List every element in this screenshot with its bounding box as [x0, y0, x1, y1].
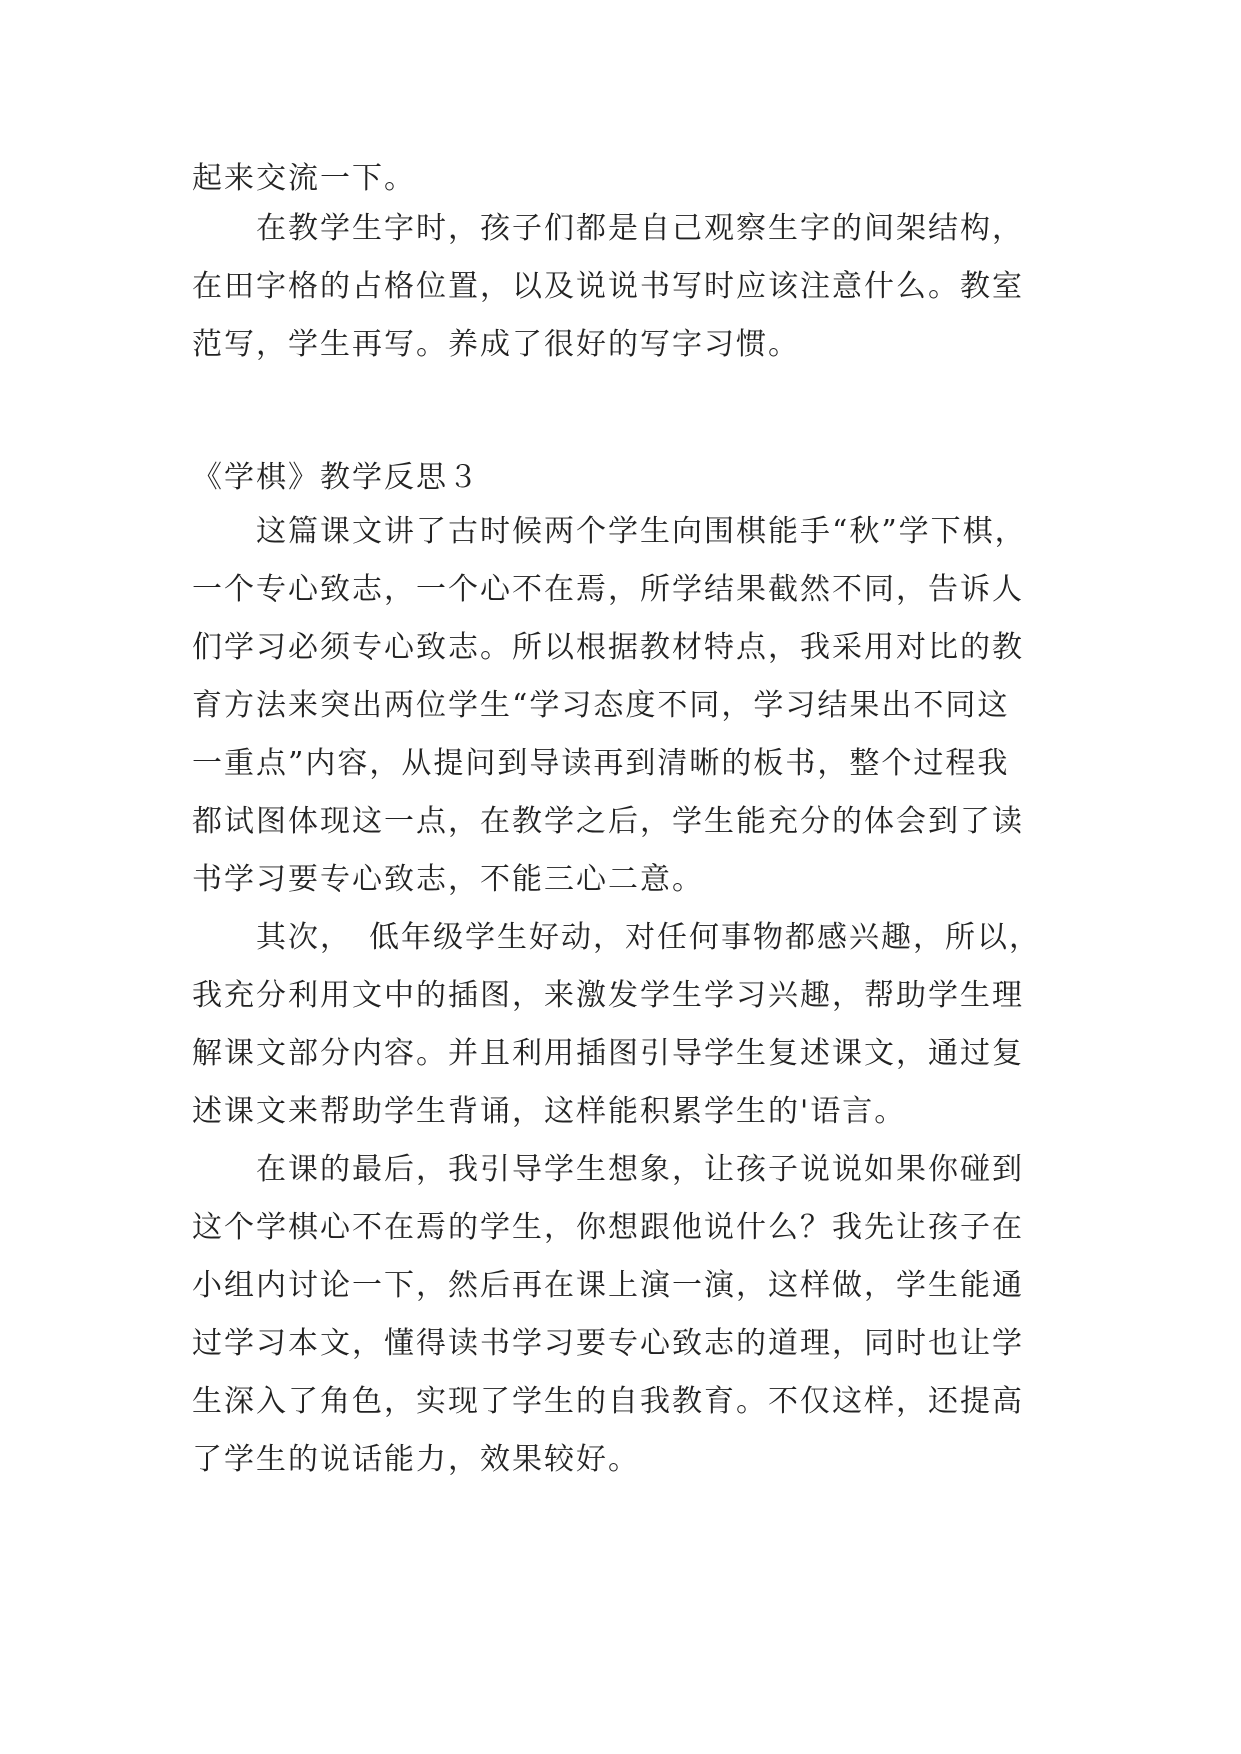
text-line: 我充分利用文中的插图，来激发学生学习兴趣，帮助学生理: [192, 978, 1024, 1013]
text-line: 其次， 低年级学生好动，对任何事物都感兴趣，所以，: [256, 920, 1041, 955]
text-line: 在课的最后，我引导学生想象，让孩子说说如果你碰到: [256, 1152, 1024, 1187]
text-line: 范写，学生再写。养成了很好的写字习惯。: [192, 327, 800, 362]
text-line: 一个专心致志，一个心不在焉，所学结果截然不同，告诉人: [192, 572, 1024, 607]
paragraph-illustrations: [192, 909, 1060, 1141]
paragraph-conclusion: [192, 1141, 1060, 1489]
text-line: 这篇课文讲了古时候两个学生向围棋能手“秋”学下棋，: [256, 514, 1027, 549]
text-line: 小组内讨论一下，然后再在课上演一演，这样做，学生能通: [192, 1268, 1024, 1303]
text-line: 在教学生字时，孩子们都是自己观察生字的间架结构，: [256, 211, 1024, 246]
text-line: 述课文来帮助学生背诵，这样能积累学生的'语言。: [192, 1094, 907, 1129]
paragraph-writing-characters: [192, 200, 1060, 374]
text-line: 起来交流一下。: [192, 161, 416, 196]
text-line: 解课文部分内容。并且利用插图引导学生复述课文，通过复: [192, 1036, 1024, 1071]
paragraph-lesson-summary: [192, 503, 1060, 909]
section-heading: 《学棋》教学反思３: [192, 460, 480, 495]
text-line: 一重点”内容，从提问到导读再到清晰的板书，整个过程我: [192, 746, 1010, 781]
text-line: 生深入了角色，实现了学生的自我教育。不仅这样，还提高: [192, 1384, 1024, 1419]
text-line: 在田字格的占格位置，以及说说书写时应该注意什么。教室: [192, 269, 1024, 304]
text-line: 了学生的说话能力，效果较好。: [192, 1442, 640, 1477]
text-line: 过学习本文，懂得读书学习要专心致志的道理，同时也让学: [192, 1326, 1024, 1361]
text-line: 们学习必须专心致志。所以根据教材特点，我采用对比的教: [192, 630, 1024, 665]
text-line: 育方法来突出两位学生“学习态度不同，学习结果出不同这: [192, 688, 1010, 723]
text-line: 都试图体现这一点，在教学之后，学生能充分的体会到了读: [192, 804, 1024, 839]
text-line: 这个学棋心不在焉的学生，你想跟他说什么？我先让孩子在: [192, 1210, 1024, 1245]
text-line: 书学习要专心致志，不能三心二意。: [192, 862, 704, 897]
